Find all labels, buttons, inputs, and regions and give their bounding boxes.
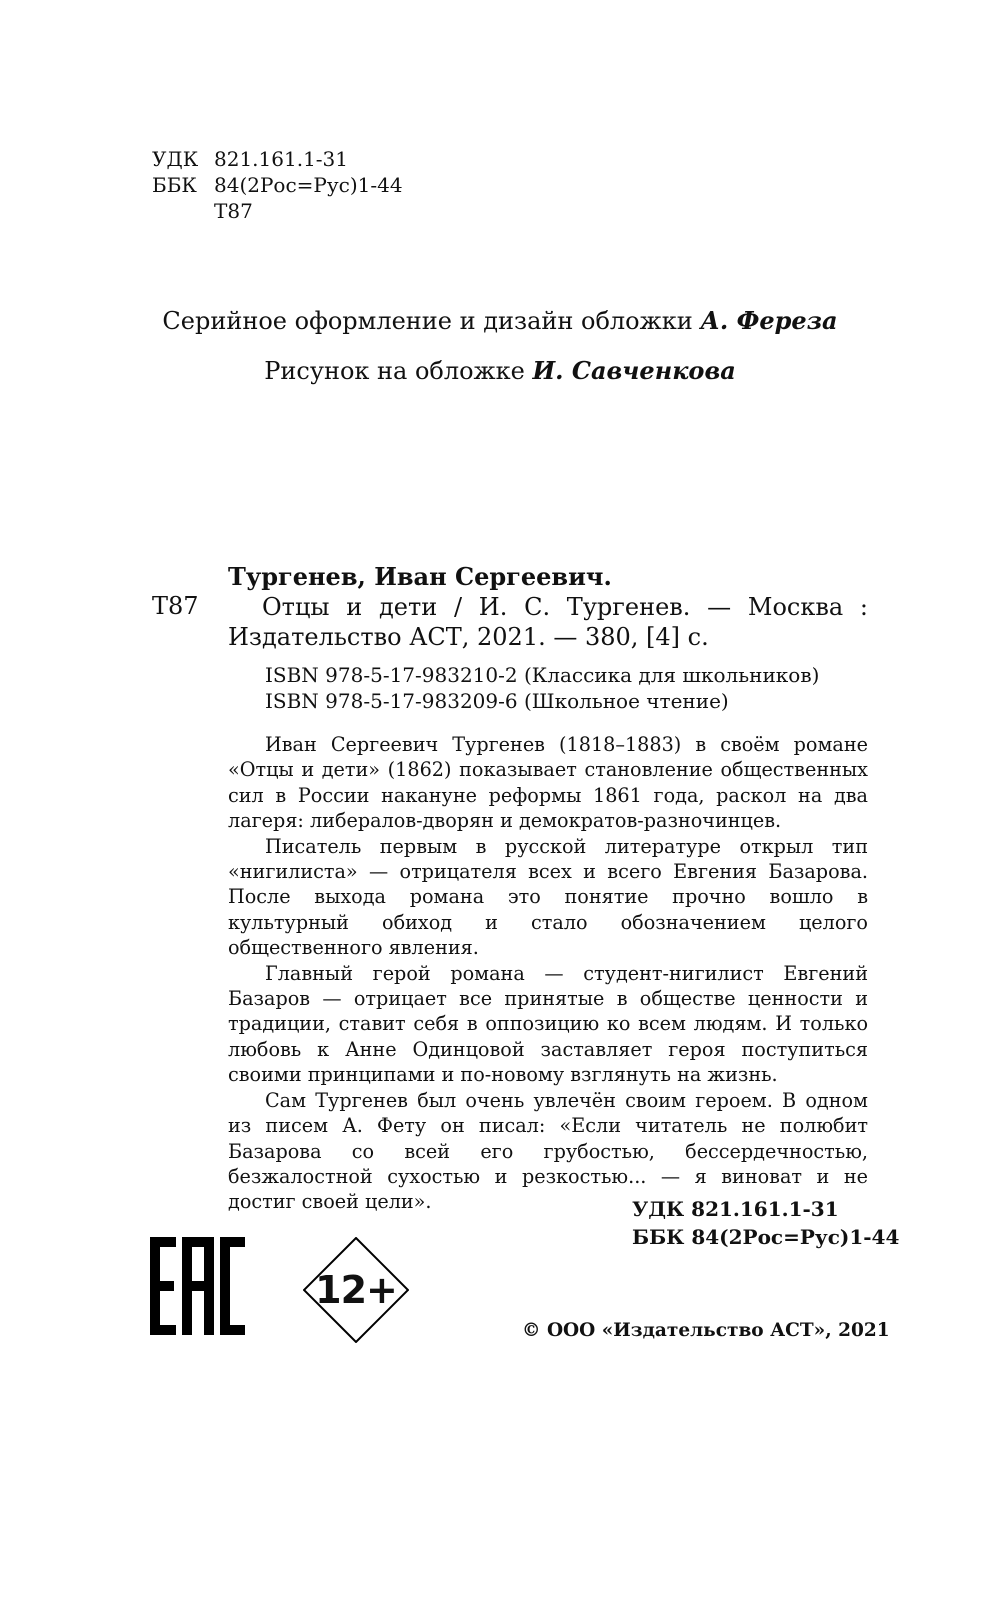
isbn-2: ISBN 978-5-17-983209-6 (Школьное чтение) bbox=[265, 689, 729, 713]
udk-value: 821.161.1-31 bbox=[214, 147, 348, 171]
design-credit bbox=[0, 306, 1000, 335]
bib-line-2: Издательство АСТ, 2021. — 380, [4] с. bbox=[228, 623, 709, 651]
bib-author-mark: Т87 bbox=[152, 592, 199, 620]
copyright: © ООО «Издательство АСТ», 2021 bbox=[522, 1320, 890, 1341]
eac-mark-icon bbox=[150, 1237, 245, 1335]
annotation-paragraph: Писатель первым в русской литературе открыл тип «нигилиста» — отрицателя всех и всего Евгения Базарова. После выхода романа это понятие прочно вошло в культурный обиход и стало обозначением целого общественного явления. bbox=[228, 834, 868, 960]
author-heading: Тургенев, Иван Сергеевич. bbox=[228, 562, 612, 591]
annotation-paragraph: Сам Тургенев был очень увлечён своим героем. В одном из писем А. Фету он писал: «Если читатель не полюбит Базарова со всей его грубостью, бессердечностью, безжалостной сухостью и резкостью... — я виноват и не достиг своей цели». bbox=[228, 1088, 868, 1214]
annotation-paragraph: Главный герой романа — студент-нигилист Евгений Базаров — отрицает все принятые в обществе ценности и традиции, ставит себя в оппозицию ко всем людям. И только любовь к Анне Одинцовой заставляет героя поступиться своими принципами и по-новому взглянуть на жизнь. bbox=[228, 961, 868, 1087]
footer-udk: УДК 821.161.1-31 bbox=[632, 1197, 839, 1221]
cover-credit-name: И. Савченкова bbox=[532, 356, 736, 385]
udk-label: УДК bbox=[152, 147, 199, 171]
cover-credit-text: Рисунок на обложке bbox=[264, 357, 525, 385]
classification-codes bbox=[152, 146, 403, 224]
isbn-1: ISBN 978-5-17-983210-2 (Классика для школьников) bbox=[265, 663, 820, 687]
annotation-paragraph: Иван Сергеевич Тургенев (1818–1883) в своём романе «Отцы и дети» (1862) показывает становление общественных сил в России накануне реформы 1861 года, раскол на два лагеря: либералов-дворян и демократов-разночинцев. bbox=[228, 733, 868, 833]
bbk-value: 84(2Рос=Рус)1-44 bbox=[214, 173, 403, 197]
footer-bbk: ББК 84(2Рос=Рус)1-44 bbox=[632, 1225, 900, 1249]
isbn-block bbox=[265, 662, 819, 714]
bib-description bbox=[228, 592, 868, 652]
design-credit-name: А. Фереза bbox=[700, 306, 838, 335]
author-mark: Т87 bbox=[214, 199, 253, 223]
age-rating-badge bbox=[303, 1237, 409, 1343]
age-rating-text: 12+ bbox=[315, 1268, 397, 1312]
bbk-label: ББК bbox=[152, 173, 197, 197]
design-credit-text: Серийное оформление и дизайн обложки bbox=[162, 307, 693, 335]
annotation bbox=[228, 732, 868, 1215]
cover-credit bbox=[0, 356, 1000, 385]
bib-line-1: Отцы и дети / И. С. Тургенев. — Москва : bbox=[262, 593, 868, 621]
footer-codes bbox=[632, 1195, 899, 1251]
